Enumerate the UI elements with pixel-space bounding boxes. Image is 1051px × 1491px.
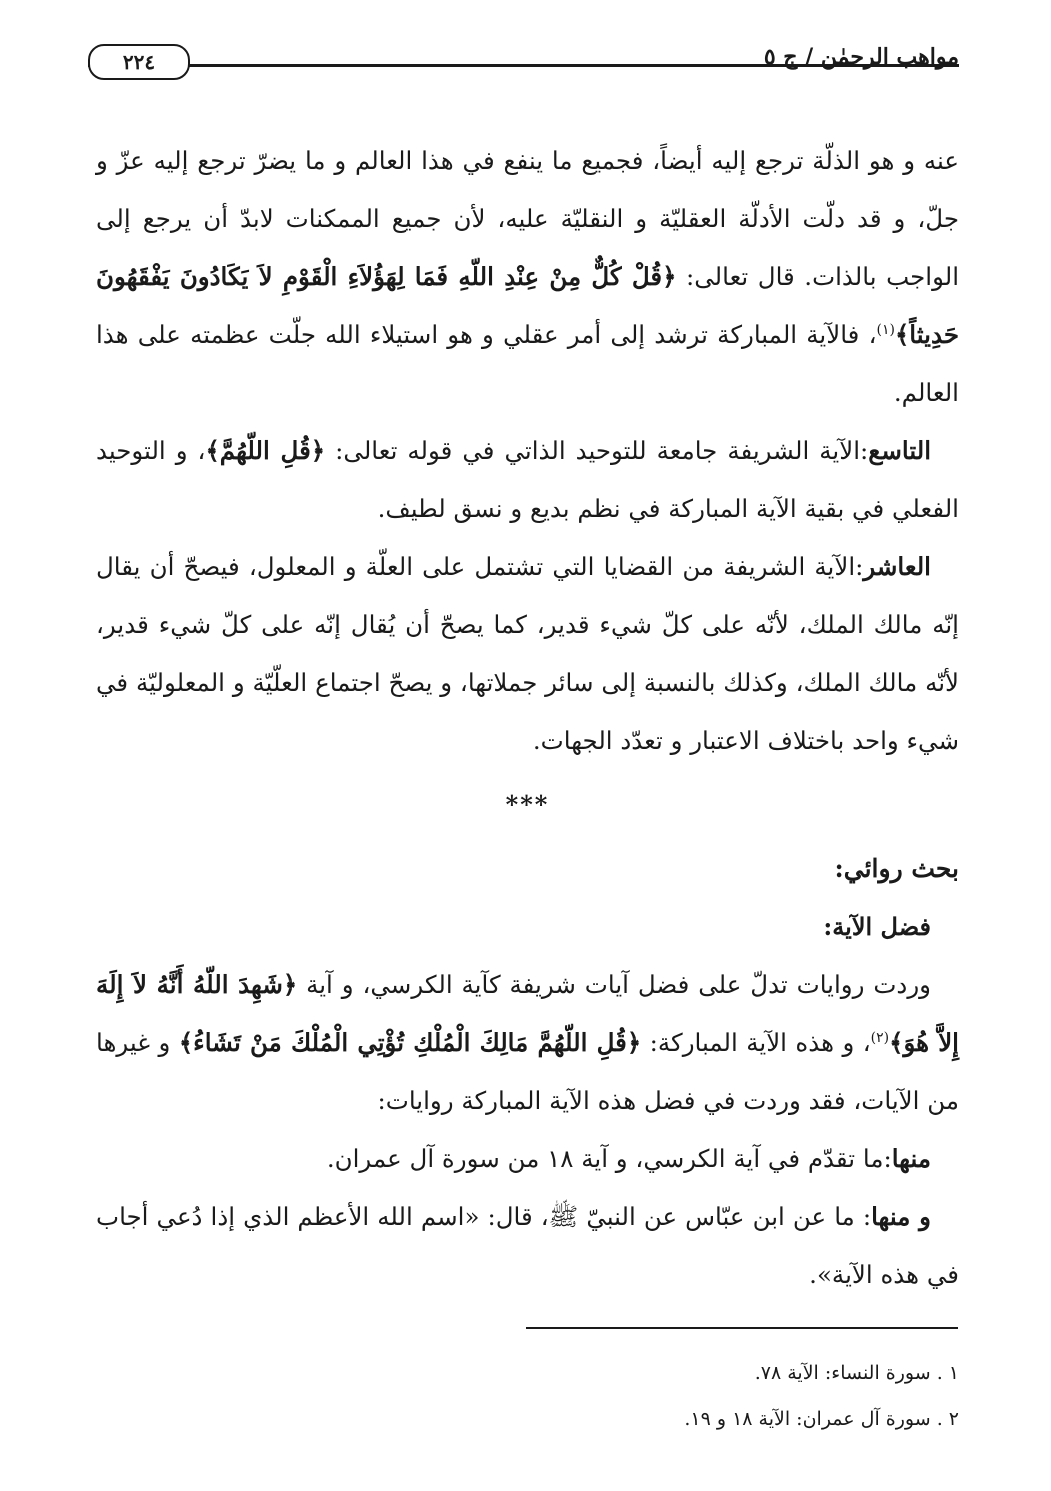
paragraph-ninth-text-a: :الآية الشريفة جامعة للتوحيد الذاتي في قوله تعالى: bbox=[325, 436, 869, 465]
paragraph-1-text-b: ، فالآية المباركة ترشد إلى أمر عقلي و هو استيلاء الله جلّت عظمته على هذا العالم. bbox=[96, 320, 959, 407]
book-title: مواهب الرحمٰن / ج ٥ bbox=[763, 44, 959, 70]
page-header bbox=[88, 40, 959, 88]
tenth-label: العاشر bbox=[863, 552, 931, 581]
narration-1 bbox=[96, 1130, 959, 1188]
section-title: بحث روائي: bbox=[834, 854, 959, 883]
footnote-ref-2: (٢) bbox=[870, 1029, 890, 1046]
paragraph-ninth bbox=[96, 422, 959, 538]
paragraph-1 bbox=[96, 132, 959, 422]
page-number: ٢٢٤ bbox=[88, 44, 190, 80]
ninth-label: التاسع bbox=[868, 436, 931, 465]
footnote-rule bbox=[526, 1327, 958, 1329]
quran-verse: ﴿قُلِ اللّهُمَّ مَالِكَ الْمُلْكِ تُؤْتِي الْمُلْكَ مَنْ تَشَاءُ﴾ bbox=[178, 1028, 642, 1057]
paragraph-narrations-text-b: ، و هذه الآية المباركة: bbox=[641, 1028, 871, 1057]
quran-verse: ﴿قُلِ اللّهُمَّ﴾ bbox=[205, 436, 326, 465]
section-separator: *** bbox=[505, 790, 550, 819]
paragraph-ninth-text-b: ، و التوحيد الفعلي في بقية الآية المباركة في نظم بديع و نسق لطيف. bbox=[96, 436, 959, 523]
narration-2-text: : ما عن ابن عبّاس عن النبيّ ﷺ، قال: «اسم الله الأعظم الذي إذا دُعي أجاب في هذه الآية». bbox=[96, 1202, 959, 1289]
narration-2-label: و منها bbox=[871, 1202, 931, 1231]
footnote-2: ٢ . سورة آل عمران: الآية ١٨ و ١٩. bbox=[684, 1408, 959, 1430]
narration-1-label: منها bbox=[891, 1144, 931, 1173]
paragraph-tenth-text: :الآية الشريفة من القضايا التي تشتمل على العلّة و المعلول، فيصحّ أن يقال إنّه مالك الملك، لأنّه على كلّ شيء قدير، كما يصحّ أن يُقال إنّه على كلّ شيء قدير، لأنّه مالك الملك، وكذلك بالنسبة إلى سائر جملاتها، و يصحّ اجتماع العلّيّة و المعلوليّة في شيء واحد باختلاف الاعتبار و تعدّد الجهات. bbox=[96, 552, 959, 755]
paragraph-1-text-a: عنه و هو الذلّة ترجع إليه أيضاً، فجميع ما ينفع في هذا العالم و ما يضرّ ترجع إليه عزّ و جلّ، و قد دلّت الأدلّة العقليّة و النقليّة عليه، لأن جميع الممكنات لابدّ أن يرجع إلى الواجب بالذات. قال تعالى: bbox=[96, 146, 960, 291]
narration-1-text: :ما تقدّم في آية الكرسي، و آية ١٨ من سورة آل عمران. bbox=[326, 1144, 892, 1173]
paragraph-narrations-text-a: وردت روايات تدلّ على فضل آيات شريفة كآية الكرسي، و آية bbox=[297, 970, 931, 999]
sub-title: فضل الآية: bbox=[823, 912, 931, 941]
narration-2 bbox=[96, 1188, 959, 1304]
footnote-ref-1: (١) bbox=[876, 321, 895, 338]
footnote-1: ١ . سورة النساء: الآية ٧٨. bbox=[754, 1362, 959, 1384]
paragraph-narrations-text-c: و غيرها من الآيات، فقد وردت في فضل هذه الآية المباركة روايات: bbox=[96, 1028, 959, 1115]
page-body bbox=[96, 132, 959, 1304]
footnotes bbox=[96, 1350, 959, 1442]
paragraph-tenth bbox=[96, 538, 959, 770]
paragraph-narrations bbox=[96, 956, 959, 1130]
quran-verse: ﴿شَهِدَ اللّهُ أَنَّهُ لاَ إِلَهَ إِلاَّ هُوَ﴾ bbox=[96, 970, 959, 1057]
quran-verse: ﴿قُلْ كُلٌّ مِنْ عِنْدِ اللّهِ فَمَا لِهَؤُلاَءِ الْقَوْمِ لاَ يَكَادُونَ يَفْقَهُونَ حَدِيثاً﴾ bbox=[96, 262, 959, 349]
